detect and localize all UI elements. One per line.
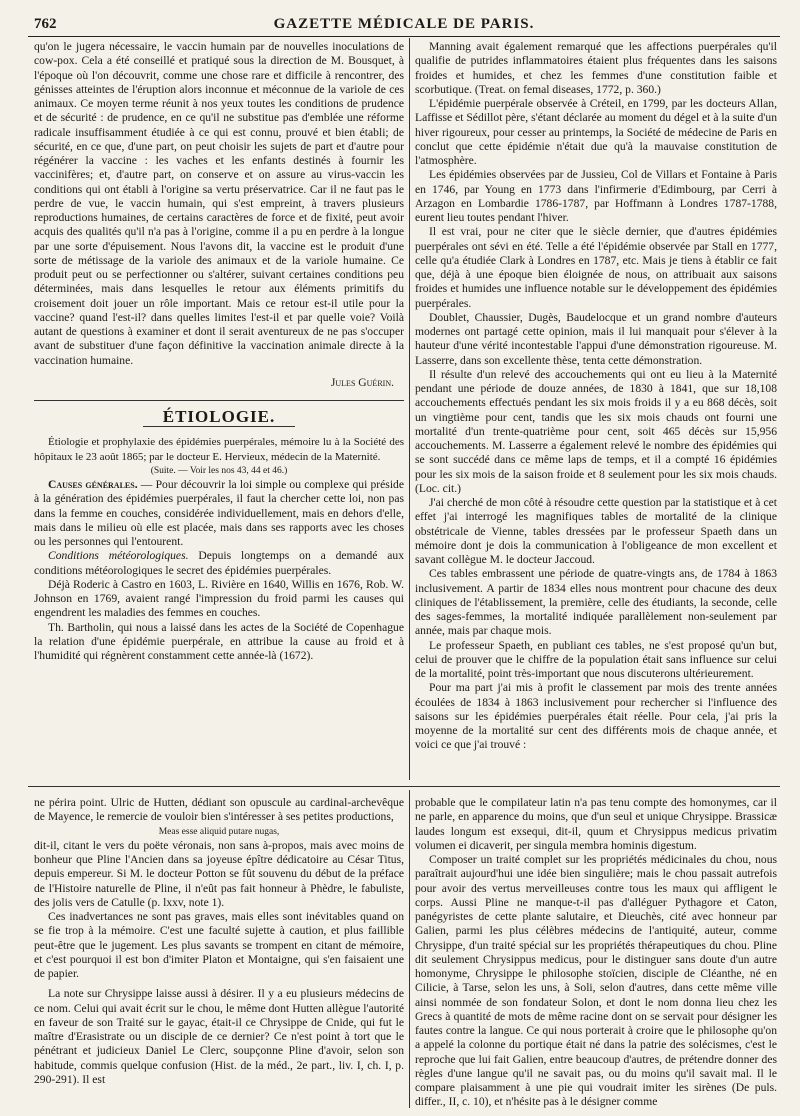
author-signature: Jules Guérin. [330,375,394,389]
journal-title: GAZETTE MÉDICALE DE PARIS. [273,16,535,32]
section-title: ÉTIOLOGIE. [34,410,404,427]
paragraph: La note sur Chrysippe laisse aussi à désirer. Il y a eu plusieurs médecins de ce nom. Celui qui avait écrit sur le chou, le même dont Hutten allègue l'autorité en faveur de son Traité sur le gayac, était-il ce Chrysippe de Cnide, qui fut le maître d'Erasistrate ou un disciple de ce dernier? Ce n'est point à tort que le pénétrant et judicieux Daniel Le Clerc, soupçonne Pline d'avoir, selon son habitude, commis quelque confusion (Hist. de la méd., 2e part., liv. I, ch. I, p. 290-291). Il est [34,987,404,1086]
paragraph: probable que le compilateur latin n'a pas tenu compte des homonymes, car il ne parle, en apparence du moins, que d'un seul et unique Chrysippe. Brassicæ laudes longum est exsequi, dit-il, quum et Chrysippus medicus privatim volumen ei dicaverit, per singula membra hominis digestum. [415,796,777,852]
page-header [28,14,780,37]
column-top-right [415,40,777,780]
paragraph: Doublet, Chaussier, Dugès, Baudelocque et un grand nombre d'auteurs modernes ont partagé cette opinion, mais il lui manquait pour s'élever à la hauteur d'une vérité incontestable l'appui d'une démonstration rigoureuse. M. Lasserre, dans son excellente thèse, tenta cette démonstration. [415,310,777,367]
paragraph: Conditions météorologiques. Depuis longtemps on a demandé aux conditions météorologiques le secret des épidémies puerpérales. [34,549,404,577]
horizontal-divider-col1 [34,400,404,401]
latin-quote: Meas esse aliquid putare nugas, [158,826,280,837]
column-bottom-right [415,796,777,1108]
page-number: 762 [34,16,57,32]
column-bottom-left [34,796,404,1108]
paragraph: qu'on le jugera nécessaire, le vaccin humain par de nouvelles inoculations de cow-pox. Cela a été conseillé et pratiqué sous la direction de M. Bousquet, à l'époque où l'on découvrit, comme une chose rare et difficile à rencontrer, des génisses atteintes de l'éruption alors inconnue et méconnue de la variole de ces animaux. Ce moyen terme réunit à nos yeux toutes les conditions de prudence et de sécurité : de prudence, en ce qu'il ne substitue pas d'emblée une réforme radicale insuffisamment étudiée à ce qui est connu, prouvé et bien établi; de sécurité, en ce que, d'une part, on peut choisir les sujets de part et d'autre pour régénérer la vaccine : les vaches et les enfants destinés à fournir les vaccinifères; et, d'autre part, on conserve et on assure au virus-vaccin les conditions qui ont établi à l'origine sa vertu préservatrice. Car il ne faut pas le perdre de vue, le vaccin humain, qui s'est empreint, à travers plusieurs reproductions humaines, de certains caractères de force et de fixité, peut avoir acquis des qualités qu'il n'a pas à l'origine, comme il a pu en perdre à la longue par une sorte d'épuisement. Nous l'avons dit, la vaccine est le produit d'une sorte de métissage de la variole des animaux et de la variole humaine. Ce produit peut ou se perfectionner ou s'altérer, suivant certaines conditions peu déterminées, mais dans lesquelles le retour aux éléments primitifs du croisement doit jouer un rôle important. Mais ce retour est-il utile pour la vaccine? quand l'est-il? dans quelles limites l'est-il et par quelle voie? Voilà autant de questions à examiner et dont il serait aventureux de ne pas s'occuper avant de substituer d'une façon définitive la vaccination animale directe à la vaccination humaine. [34,40,404,367]
horizontal-divider-full [28,786,780,787]
paragraph: Ces tables embrassent une période de quatre-vingts ans, de 1784 à 1863 inclusivement. A partir de 1834 elles nous montrent pour chacune des deux cliniques de l'établissement, la première, celle des étudiants, la seconde, celle des sages-femmes, la mortalité indiquée parallèlement non-seulement par année, mais par chaque mois. [415,567,777,638]
paragraph: Manning avait également remarqué que les affections puerpérales qu'il qualifie de putrides inflammatoires étaient plus fréquentes dans les saisons froides et humides, et chez les femmes d'une constitution faible et scorbutique. (Treat. on femal diseases, 1772, p. 360.) [415,40,777,96]
paragraph: Composer un traité complet sur les propriétés médicinales du chou, nous paraîtrait aujourd'hui une idée bien singulière; mais le chou passait autrefois pour avoir des vertus merveilleuses contre tous les maux qui affligent le corps. Aussi Pline ne manque-t-il pas d'alléguer Pythagore et Caton, panégyristes de cette plante salutaire, et Dieuchès, cité avec honneur par Galien, parmi les plus célèbres médecins de l'antiquité, auteur, comme Chrysippe, d'un traité spécial sur les propriétés thérapeutiques du chou. Pline dit seulement Chrysippus medicus, pour le distinguer sans doute d'un autre homonyme, Chrysippe le philosophe stoïcien, disciple de Cléanthe, né en Cilicie, à Tarse, selon les uns, à Soli, selon d'autres, dans cette même ville ainsi nommée de son fondateur Solon, et dont le nom donna lieu chez les Grecs à quantité de mots de même racine dont on se servait pour désigner les fautes contre la langue. Ce qui nous porterait à croire que le philosophe qu'on a appelé la colonne du portique était né dans la patrie des solécismes, c'est le reproche que lui fait Galien, entre beaucoup d'autres, de prétendre donner des règles d'une langue qu'il ne savait pas, ou du moins qu'il savait mal. Il le compare plaisamment à une pie qui voudrait imiter les sirènes (De puls. differ., II, c. 10), et n'hésite pas à le désigner comme [415,853,777,1108]
paragraph: Il est vrai, pour ne citer que le siècle dernier, que d'autres épidémies puerpérales ont sévi en été. Telle a été l'épidémie observée par Stall en 1777, celle qu'a étudiée Clark à Londres en 1787, etc. Mais je tiens à établir ce fait que, déjà à une époque bien éloignée de nous, on attribuait aux saisons froides et humides une influence notable sur le développement des épidémies puerpérales. [415,225,777,310]
column-divider-bottom [409,790,410,1108]
paragraph: Le professeur Spaeth, en publiant ces tables, ne s'est proposé qu'un but, celui de prouver que le chiffre de la population était sans influence sur celui de la mortalité, point très-important que nous discuterons ultérieurement. [415,638,777,680]
paragraph: Les épidémies observées par de Jussieu, Col de Villars et Fontaine à Paris en 1746, par Young en 1773 dans l'infirmerie d'Edimbourg, par Cerri à Arzagon en Lombardie 1786-1787, par Hoffmann à Londres 1787-1788, eurent lieu toutes pendant l'hiver. [415,168,777,224]
paragraph: ne périra point. Ulric de Hutten, dédiant son opuscule au cardinal-archevêque de Mayence, le remercie de vouloir bien s'intéresser à ses petites productions, [34,796,404,824]
column-etiologie [34,406,404,780]
subheading: Conditions météorologiques. [48,549,189,563]
column-divider-top [409,38,410,780]
paragraph: L'épidémie puerpérale observée à Créteil, en 1799, par les docteurs Allan, Laffisse et Sédillot père, s'étant déclarée au moment du dégel et à la suite d'un hiver rigoureux, pour cesser au printemps, la Société de médecine de Paris en conclut que cette épidémie n'était due qu'à la mauvaise constitution de l'atmosphère. [415,97,777,167]
article-title: Étiologie et prophylaxie des épidémies puerpérales, mémoire lu à la Société des hôpitaux le 23 août 1865; par le docteur E. Hervieux, médecin de la Maternité. [34,436,404,463]
paragraph: dit-il, citant le vers du poëte véronais, non sans à-propos, mais avec moins de bonheur que Pline l'Ancien dans sa joyeuse épître dédicatoire au César Titus, depuis empereur. Si M. le docteur Potton se fût souvenu du début de la préface de l'Histoire naturelle de Pline, il n'eût pas fait honneur à Phèdre, le fabuliste, des jolis vers de Catulle (p. lxxv, note 1). [34,838,404,909]
continuation-note: (Suite. — Voir les nos 43, 44 et 46.) [150,465,288,476]
paragraph: Causes générales. — Pour découvrir la loi simple ou complexe qui préside à la génération des épidémies puerpérales, il faut la chercher cette loi, non pas dans la femme en couches, considérée individuellement, mais en dehors d'elle, mais dans le milieu où elle est placée, mais dans ses rapports avec les choses ou les personnes qui l'entourent. [34,478,404,548]
subheading: Causes générales. [48,478,138,491]
paragraph: Déjà Roderic à Castro en 1603, L. Rivière en 1640, Willis en 1676, Rob. W. Johnson en 1769, avaient rangé l'impression du froid parmi les causes qui engendrent les maladies des femmes en couches. [34,577,404,620]
column-top-left [34,40,404,395]
paragraph: J'ai cherché de mon côté à résoudre cette question par la statistique et à cet effet j'ai interrogé les magnifiques tables de mortalité de la clinique obstétricale de Vienne, tables dressées par le professeur Spaeth dans un mémoire dont je dois la communication à l'obligeance de mon excellent et savant collègue M. le docteur Jaccoud. [415,496,777,566]
paragraph: Ces inadvertances ne sont pas graves, mais elles sont inévitables quand on se fie trop à la mémoire. C'est une faculté sujette à caution, et plus faillible peut-être que le jugement. Les plus savants se trompent en citant de mémoire, et c'est pourquoi il est bon d'imiter Platon et Montaigne, qui s'en faisaient une de papier. [34,910,404,980]
paragraph: Pour ma part j'ai mis à profit le classement par mois des trente années écoulées de 1834 à 1863 inclusivement pour rechercher si l'influence des saisons sur les épidémies puerpérales était réelle. Pour cela, j'ai pris la moyenne de la mortalité sur cent des différents mois de chaque année, et voici ce que j'ai trouvé : [415,681,777,752]
paragraph: Th. Bartholin, qui nous a laissé dans les actes de la Société de Copenhague la relation d'une épidémie puerpérale, en attribue la cause au froid et à l'humidité qui régnèrent constamment cette année-là (1672). [34,620,404,662]
paragraph: Il résulte d'un relevé des accouchements qui ont eu lieu à la Maternité pendant une période de douze années, de 1830 à 1841, que sur 18,108 accouchements effectués pendant les six mois froids il y a eu 868 décès, soit un vingtième pour cent, tandis que les six mois chauds ont fourni une mortalité d'un trente-quatrième pour cent, soit 465 décès sur 15,956 accouchements. M. Lasserre a également relevé le nombre des épidémies qui se sont succédé dans ce même laps de temps, et il a compté 16 épidémies pour les six mois de la saison froide et 8 seulement pour les six mois chauds. (Loc. cit.) [415,367,777,495]
